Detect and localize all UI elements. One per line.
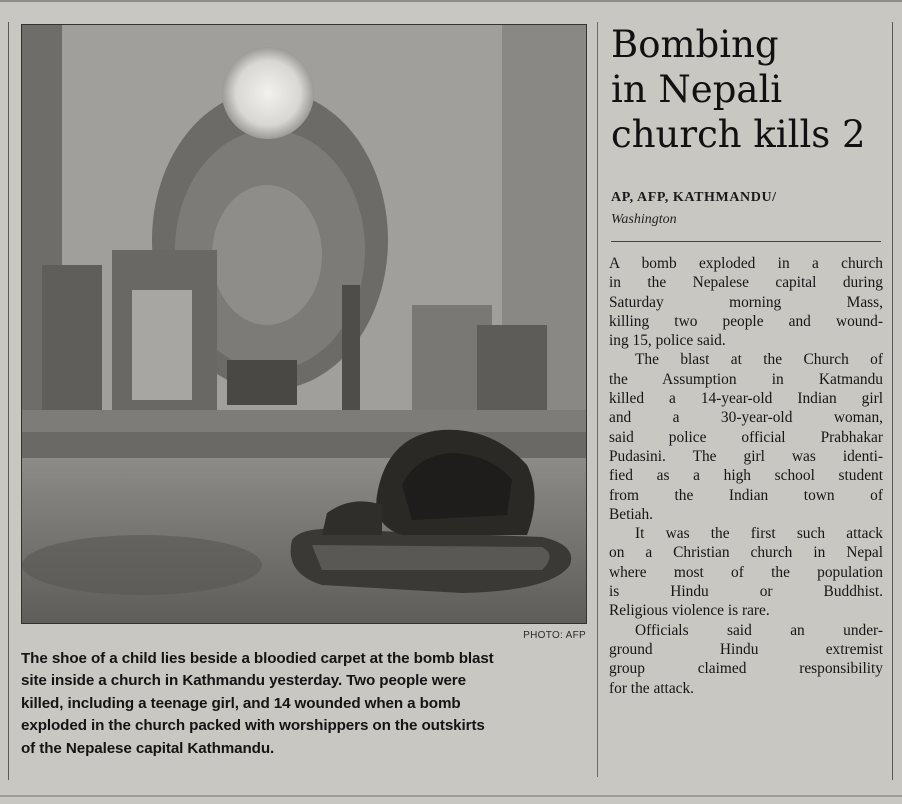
column-rule <box>597 22 598 777</box>
body-line: on a Christian church in Nepal <box>609 544 883 562</box>
page-bottom-rule <box>0 795 902 797</box>
article-body <box>609 254 883 698</box>
caption-line: exploded in the church packed with worshippers on the outskirts <box>21 717 485 735</box>
body-line: It was the first such attack <box>635 525 883 543</box>
page-top-rule <box>0 0 902 2</box>
article-headline <box>611 22 891 157</box>
body-line: fied as a high school student <box>609 467 883 485</box>
photo-caption <box>21 648 587 760</box>
body-line: is Hindu or Buddhist. <box>609 583 883 601</box>
body-line: group claimed responsibility <box>609 660 883 678</box>
body-line: A bomb exploded in a church <box>609 255 883 272</box>
body-line: ing 15, police said. <box>609 332 726 350</box>
body-line: Saturday morning Mass, <box>609 293 883 311</box>
headline-line: church kills 2 <box>611 113 866 156</box>
body-line: ground Hindu extremist <box>609 640 883 658</box>
church-interior-illustration <box>22 25 586 623</box>
byline: AP, AFP, KATHMANDU/ <box>611 190 777 205</box>
caption-line: site inside a church in Kathmandu yesterday. Two people were <box>21 672 466 690</box>
body-line: The blast at the Church of <box>635 351 883 369</box>
frame-left-rule <box>8 22 9 780</box>
caption-line: of the Nepalese capital Kathmandu. <box>21 739 275 757</box>
caption-line: The shoe of a child lies beside a bloodied carpet at the bomb blast <box>21 650 494 667</box>
caption-line: killed, including a teenage girl, and 14 wounded when a bomb <box>21 694 461 712</box>
body-line: killed a 14-year-old Indian girl <box>609 390 883 408</box>
photo-credit: PHOTO: AFP <box>523 630 586 641</box>
byline-rule <box>611 241 881 242</box>
body-line: in the Nepalese capital during <box>609 274 883 292</box>
news-photo <box>21 24 587 624</box>
frame-right-rule <box>892 22 893 780</box>
body-line: for the attack. <box>609 679 695 697</box>
body-line: and a 30-year-old woman, <box>609 409 883 427</box>
headline-line: in Nepali <box>611 68 783 111</box>
body-line: the Assumption in Katmandu <box>609 370 883 388</box>
body-line: from the Indian town of <box>609 486 883 504</box>
body-line: Officials said an under- <box>635 621 883 639</box>
body-line: Betiah. <box>609 505 654 523</box>
body-line: said police official Prabhakar <box>609 428 883 446</box>
body-line: Religious violence is rare. <box>609 602 770 620</box>
headline-line: Bombing <box>611 23 779 66</box>
body-line: Pudasini. The girl was identi- <box>609 447 883 465</box>
body-line: where most of the population <box>609 563 883 581</box>
body-line: killing two people and wound- <box>609 312 883 330</box>
dateline: Washington <box>611 212 677 227</box>
